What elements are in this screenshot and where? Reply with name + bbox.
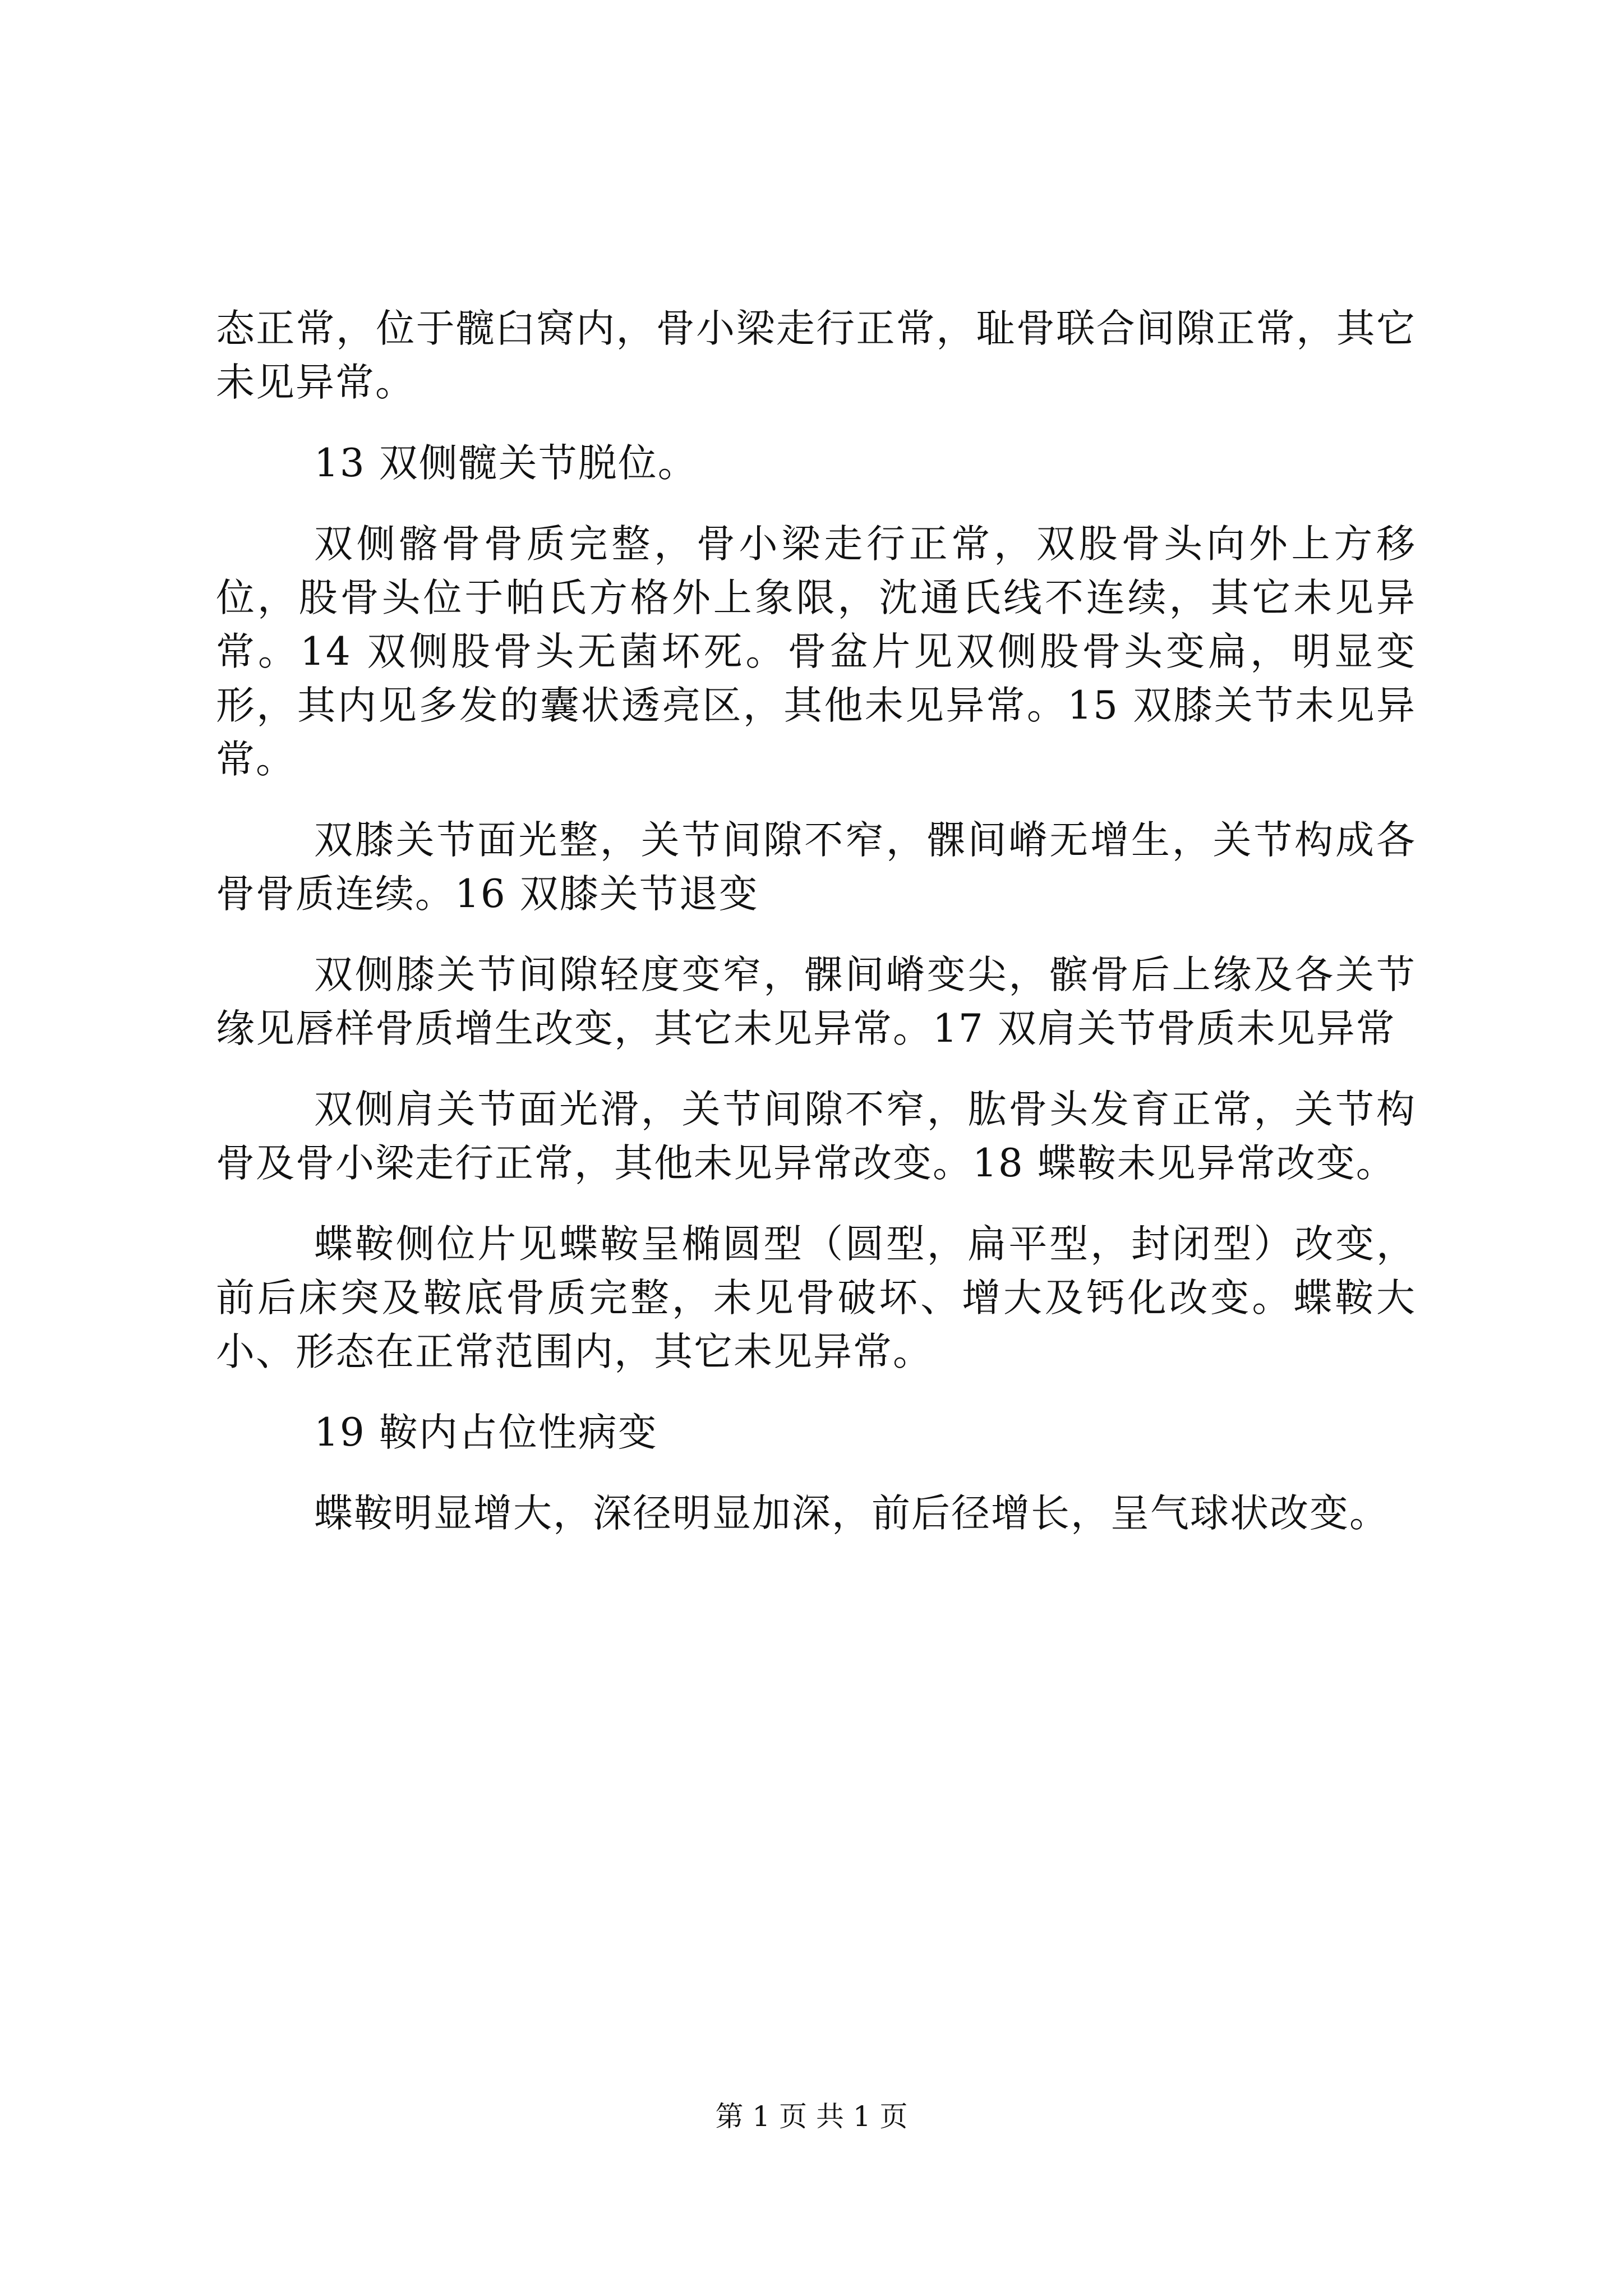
page-footer: 第 1 页 共 1 页: [715, 2100, 908, 2133]
paragraph-4: 双膝关节面光整，关节间隙不窄，髁间嵴无增生，关节构成各骨骨质连续。16 双膝关节退变: [216, 818, 1416, 917]
paragraph-2: 13 双侧髋关节脱位。: [314, 441, 698, 486]
paragraph-9: 蝶鞍明显增大，深径明显加深，前后径增长，呈气球状改变。: [314, 1491, 1389, 1536]
paragraph-3: 双侧髂骨骨质完整，骨小梁走行正常，双股骨头向外上方移位，股骨头位于帕氏方格外上象限，沈通氏线不连续，其它未见异常。14 双侧股骨头无菌坏死。骨盆片见双侧股骨头变扁，明显变形，其内见多发的囊状透亮区，其他未见异常。15 双膝关节未见异常。: [216, 522, 1416, 782]
document-body: [216, 302, 1416, 1567]
paragraph-5: 双侧膝关节间隙轻度变窄，髁间嵴变尖，髌骨后上缘及各关节缘见唇样骨质增生改变，其它未见异常。17 双肩关节骨质未见异常: [216, 953, 1416, 1051]
paragraph-1: 态正常，位于髋臼窝内，骨小梁走行正常，耻骨联合间隙正常，其它未见异常。: [216, 306, 1416, 405]
paragraph-6: 双侧肩关节面光滑，关节间隙不窄，肱骨头发育正常，关节构骨及骨小梁走行正常，其他未见异常改变。18 蝶鞍未见异常改变。: [216, 1087, 1416, 1186]
paragraph-7: 蝶鞍侧位片见蝶鞍呈椭圆型（圆型，扁平型，封闭型）改变，前后床突及鞍底骨质完整，未见骨破坏、增大及钙化改变。蝶鞍大小、形态在正常范围内，其它未见异常。: [216, 1222, 1416, 1374]
paragraph-8: 19 鞍内占位性病变: [314, 1410, 658, 1455]
